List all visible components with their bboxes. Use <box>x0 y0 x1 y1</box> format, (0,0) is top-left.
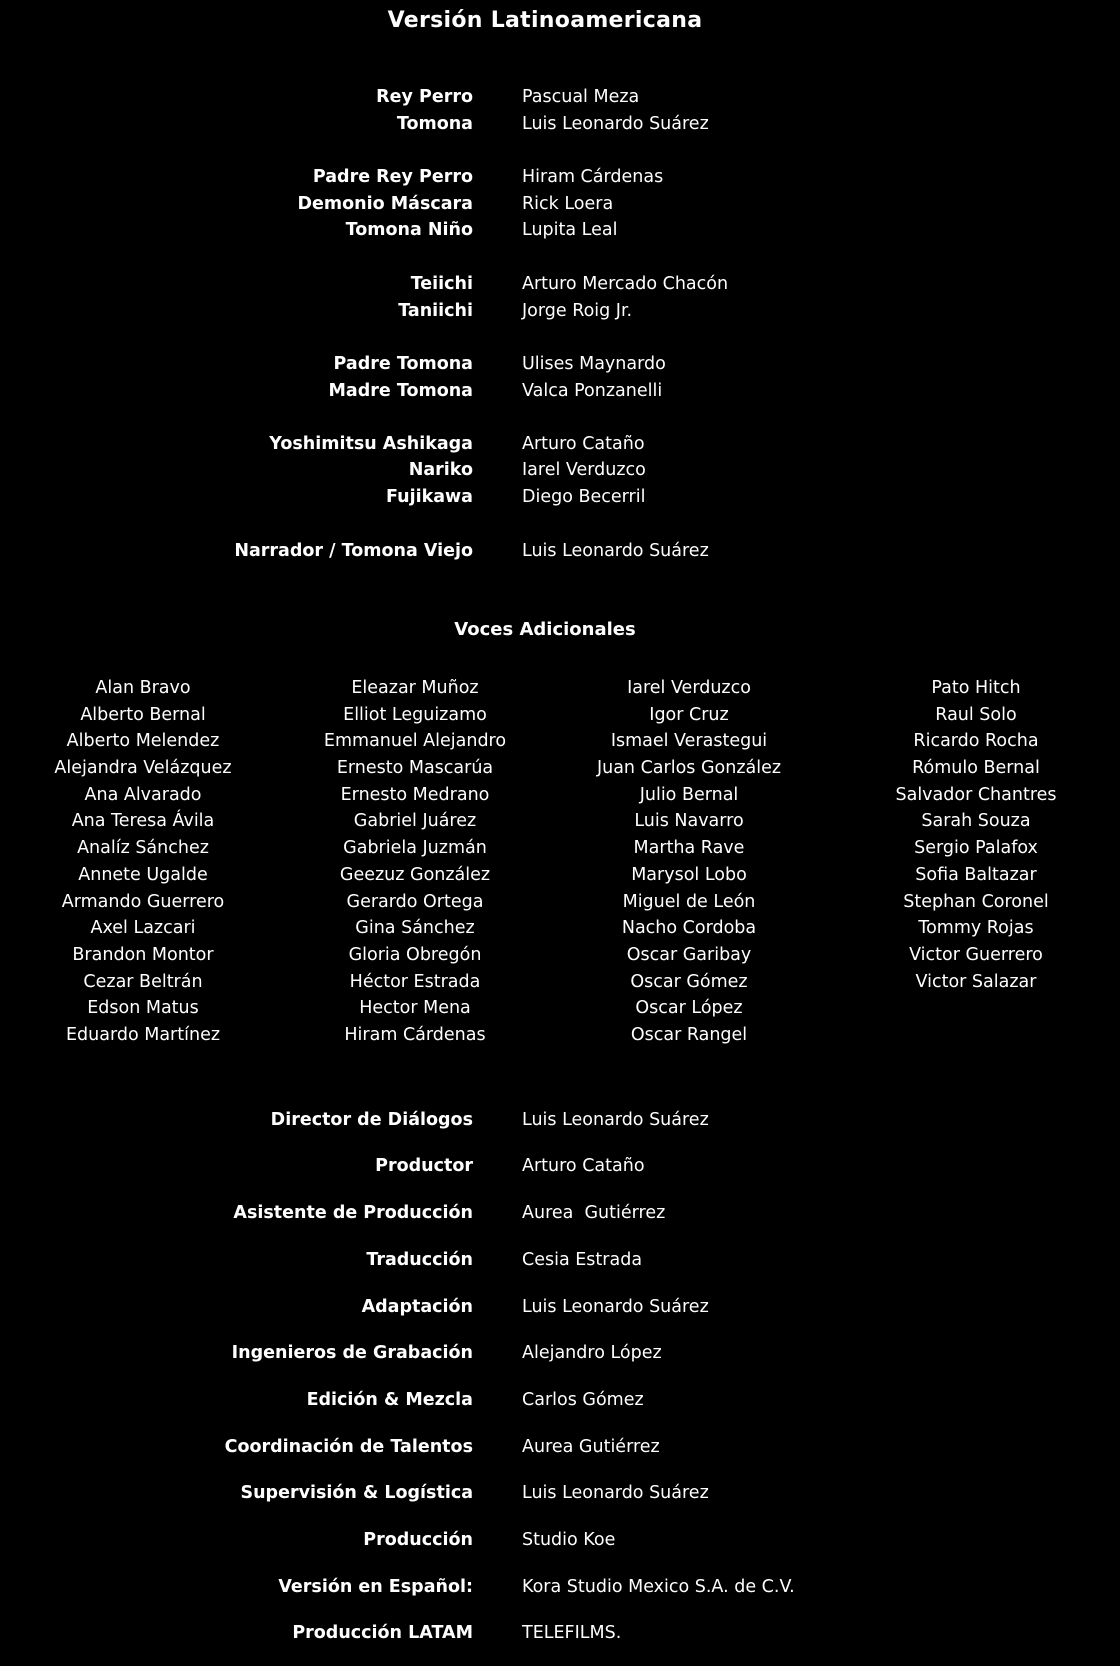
additional-voices-column-1 <box>13 675 273 1049</box>
crew-role: Productor <box>375 1156 473 1176</box>
voice-name: Analíz Sánchez <box>77 838 209 859</box>
voice-name: Tommy Rojas <box>918 918 1034 939</box>
crew-name: Aurea Gutiérrez <box>522 1203 666 1223</box>
voice-name: Ana Teresa Ávila <box>71 811 215 832</box>
voice-name: Julio Bernal <box>639 784 739 805</box>
cast-actor: Arturo Cataño <box>522 434 645 454</box>
voice-name: Oscar López <box>635 998 743 1019</box>
cast-row <box>0 165 1120 189</box>
voice-name: Armando Guerrero <box>61 891 225 912</box>
crew-name: Carlos Gómez <box>522 1390 644 1410</box>
cast-role: Padre Rey Perro <box>312 167 473 187</box>
voice-name: Iarel Verduzco <box>627 678 751 698</box>
voice-name: Alejandra Velázquez <box>54 758 232 779</box>
additional-voices-column-3 <box>559 675 819 1049</box>
crew-name: Cesia Estrada <box>522 1250 643 1270</box>
cast-role: Tomona <box>396 114 473 134</box>
cast-actor: Lupita Leal <box>522 220 618 240</box>
voice-name: Sofia Baltazar <box>915 864 1037 885</box>
cast-role: Fujikawa <box>386 487 473 507</box>
cast-actor: Rick Loera <box>522 194 614 214</box>
crew-row <box>0 1201 1120 1225</box>
credits-title: Versión Latinoamericana <box>387 8 703 33</box>
crew-row <box>0 1295 1120 1319</box>
crew-name: Kora Studio Mexico S.A. de C.V. <box>522 1577 795 1597</box>
voice-name: Victor Salazar <box>915 971 1037 992</box>
cast-actor: Luis Leonardo Suárez <box>522 114 709 134</box>
cast-row <box>0 272 1120 296</box>
cast-actor: Iarel Verduzco <box>522 460 646 480</box>
cast-role: Padre Tomona <box>333 354 473 374</box>
voice-name: Annete Ugalde <box>78 864 208 885</box>
voice-name: Martha Rave <box>633 838 745 859</box>
voice-name: Oscar Rangel <box>630 1024 748 1045</box>
crew-row <box>0 1481 1120 1505</box>
cast-row <box>0 85 1120 109</box>
cast-row <box>0 218 1120 242</box>
crew-row <box>0 1388 1120 1412</box>
voice-name: Alan Bravo <box>95 678 191 698</box>
crew-role: Traducción <box>366 1250 473 1270</box>
voice-name: Miguel de León <box>622 891 756 912</box>
crew-row <box>0 1435 1120 1459</box>
voice-name: Oscar Gómez <box>630 971 748 992</box>
cast-role: Madre Tomona <box>328 381 473 401</box>
voice-name: Eduardo Martínez <box>65 1024 221 1045</box>
voice-name: Ernesto Mascarúa <box>336 758 494 779</box>
crew-row <box>0 1108 1120 1132</box>
cast-actor: Luis Leonardo Suárez <box>522 541 709 561</box>
voice-name: Luis Navarro <box>634 811 744 832</box>
voice-name: Cezar Beltrán <box>83 971 203 992</box>
voice-name: Héctor Estrada <box>349 971 481 992</box>
voice-name: Geezuz González <box>339 864 491 885</box>
crew-role: Versión en Español: <box>278 1577 473 1597</box>
additional-voices-column-2 <box>285 675 545 1049</box>
voice-name: Sergio Palafox <box>914 838 1038 859</box>
cast-actor: Arturo Mercado Chacón <box>522 274 729 294</box>
cast-actor: Ulises Maynardo <box>522 354 666 374</box>
cast-row <box>0 352 1120 376</box>
cast-role: Nariko <box>408 460 473 480</box>
crew-name: Studio Koe <box>522 1530 616 1550</box>
voice-name: Ernesto Medrano <box>340 784 490 805</box>
voice-name: Ricardo Rocha <box>913 731 1039 752</box>
voice-name: Elliot Leguizamo <box>343 704 487 725</box>
voice-name: Gabriela Juzmán <box>343 838 487 859</box>
cast-row <box>0 458 1120 482</box>
cast-row <box>0 432 1120 456</box>
voice-name: Hector Mena <box>359 998 471 1019</box>
voice-name: Stephan Coronel <box>903 891 1049 912</box>
cast-actor: Hiram Cárdenas <box>522 167 664 187</box>
crew-name: Aurea Gutiérrez <box>522 1437 660 1457</box>
voice-name: Hiram Cárdenas <box>344 1024 486 1045</box>
cast-actor: Valca Ponzanelli <box>522 381 663 401</box>
crew-role: Supervisión & Logística <box>240 1483 473 1503</box>
cast-row <box>0 485 1120 509</box>
voice-name: Alberto Bernal <box>80 704 206 725</box>
voice-name: Ana Alvarado <box>84 784 202 805</box>
voice-name: Oscar Garibay <box>626 944 752 965</box>
crew-row <box>0 1248 1120 1272</box>
cast-role: Rey Perro <box>376 87 473 107</box>
cast-role: Taniichi <box>398 301 473 321</box>
voice-name: Igor Cruz <box>649 704 729 725</box>
cast-row <box>0 112 1120 136</box>
voice-name: Raul Solo <box>935 704 1017 725</box>
voice-name: Emmanuel Alejandro <box>323 731 507 752</box>
crew-row <box>0 1341 1120 1365</box>
crew-name: Luis Leonardo Suárez <box>522 1110 709 1130</box>
voice-name: Edson Matus <box>87 998 199 1019</box>
voice-name: Victor Guerrero <box>909 944 1043 965</box>
crew-name: TELEFILMS. <box>522 1623 622 1643</box>
crew-role: Coordinación de Talentos <box>224 1437 473 1457</box>
crew-name: Luis Leonardo Suárez <box>522 1483 709 1503</box>
cast-role: Demonio Máscara <box>297 194 473 214</box>
voice-name: Eleazar Muñoz <box>351 678 479 698</box>
voice-name: Sarah Souza <box>921 811 1031 832</box>
voice-name: Ismael Verastegui <box>610 731 768 752</box>
crew-name: Luis Leonardo Suárez <box>522 1297 709 1317</box>
crew-role: Adaptación <box>361 1297 473 1317</box>
crew-name: Alejandro López <box>522 1343 662 1363</box>
voice-name: Gina Sánchez <box>355 918 475 939</box>
crew-role: Asistente de Producción <box>233 1203 473 1223</box>
crew-role: Director de Diálogos <box>270 1110 473 1130</box>
voice-name: Alberto Melendez <box>66 731 220 752</box>
crew-row <box>0 1154 1120 1178</box>
voice-name: Rómulo Bernal <box>912 758 1040 779</box>
cast-row <box>0 192 1120 216</box>
cast-row <box>0 539 1120 563</box>
voice-name: Brandon Montor <box>72 944 214 965</box>
crew-row <box>0 1575 1120 1599</box>
cast-actor: Diego Becerril <box>522 487 646 507</box>
additional-voices-title: Voces Adicionales <box>454 619 636 640</box>
voice-name: Nacho Cordoba <box>621 918 757 939</box>
cast-actor: Pascual Meza <box>522 87 640 107</box>
additional-voices-column-4 <box>846 675 1106 995</box>
cast-role: Teiichi <box>410 274 473 294</box>
cast-row <box>0 379 1120 403</box>
voice-name: Gerardo Ortega <box>346 891 484 912</box>
crew-role: Edición & Mezcla <box>306 1390 473 1410</box>
crew-row <box>0 1528 1120 1552</box>
crew-role: Producción LATAM <box>292 1623 473 1643</box>
voice-name: Marysol Lobo <box>631 864 747 885</box>
voice-name: Axel Lazcari <box>90 918 196 939</box>
cast-role: Tomona Niño <box>345 220 473 240</box>
cast-role: Yoshimitsu Ashikaga <box>269 434 473 454</box>
crew-name: Arturo Cataño <box>522 1156 645 1176</box>
crew-role: Producción <box>363 1530 473 1550</box>
crew-row <box>0 1621 1120 1645</box>
voice-name: Juan Carlos González <box>596 758 782 779</box>
voice-name: Salvador Chantres <box>895 784 1057 805</box>
cast-role: Narrador / Tomona Viejo <box>234 541 473 561</box>
crew-role: Ingenieros de Grabación <box>231 1343 473 1363</box>
cast-row <box>0 299 1120 323</box>
cast-actor: Jorge Roig Jr. <box>522 301 633 321</box>
voice-name: Pato Hitch <box>931 678 1021 698</box>
voice-name: Gloria Obregón <box>348 944 482 965</box>
voice-name: Gabriel Juárez <box>353 811 477 832</box>
